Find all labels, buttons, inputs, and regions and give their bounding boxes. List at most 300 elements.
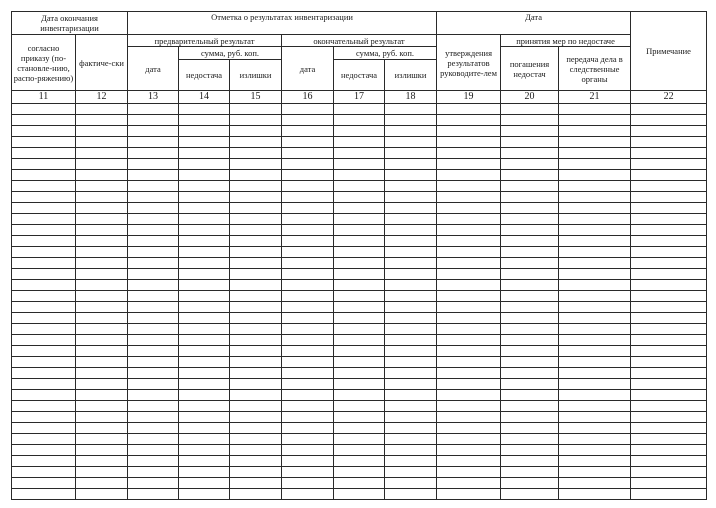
blank-cell[interactable] — [385, 181, 437, 192]
blank-cell[interactable] — [559, 467, 631, 478]
blank-cell[interactable] — [501, 148, 559, 159]
blank-cell[interactable] — [282, 170, 334, 181]
blank-cell[interactable] — [128, 269, 179, 280]
blank-cell[interactable] — [631, 456, 707, 467]
blank-cell[interactable] — [230, 236, 282, 247]
blank-cell[interactable] — [334, 489, 385, 500]
blank-cell[interactable] — [230, 313, 282, 324]
blank-cell[interactable] — [559, 126, 631, 137]
blank-cell[interactable] — [334, 269, 385, 280]
blank-cell[interactable] — [282, 434, 334, 445]
blank-cell[interactable] — [559, 401, 631, 412]
blank-cell[interactable] — [179, 478, 230, 489]
blank-cell[interactable] — [230, 445, 282, 456]
blank-cell[interactable] — [282, 324, 334, 335]
blank-cell[interactable] — [12, 456, 76, 467]
blank-cell[interactable] — [12, 137, 76, 148]
blank-cell[interactable] — [230, 335, 282, 346]
blank-cell[interactable] — [128, 137, 179, 148]
blank-cell[interactable] — [334, 159, 385, 170]
blank-cell[interactable] — [559, 423, 631, 434]
blank-cell[interactable] — [385, 203, 437, 214]
blank-cell[interactable] — [437, 236, 501, 247]
blank-cell[interactable] — [501, 104, 559, 115]
blank-cell[interactable] — [12, 390, 76, 401]
blank-cell[interactable] — [501, 181, 559, 192]
blank-cell[interactable] — [385, 170, 437, 181]
blank-cell[interactable] — [179, 159, 230, 170]
blank-cell[interactable] — [437, 247, 501, 258]
blank-cell[interactable] — [559, 489, 631, 500]
blank-cell[interactable] — [282, 489, 334, 500]
blank-cell[interactable] — [559, 456, 631, 467]
blank-cell[interactable] — [179, 390, 230, 401]
blank-cell[interactable] — [334, 203, 385, 214]
blank-cell[interactable] — [334, 357, 385, 368]
blank-cell[interactable] — [76, 203, 128, 214]
blank-cell[interactable] — [501, 357, 559, 368]
blank-cell[interactable] — [76, 181, 128, 192]
blank-cell[interactable] — [334, 313, 385, 324]
blank-cell[interactable] — [385, 291, 437, 302]
blank-cell[interactable] — [559, 357, 631, 368]
blank-cell[interactable] — [282, 148, 334, 159]
blank-cell[interactable] — [12, 115, 76, 126]
blank-cell[interactable] — [230, 478, 282, 489]
blank-cell[interactable] — [76, 291, 128, 302]
blank-cell[interactable] — [76, 478, 128, 489]
blank-cell[interactable] — [12, 401, 76, 412]
blank-cell[interactable] — [559, 313, 631, 324]
blank-cell[interactable] — [501, 159, 559, 170]
blank-cell[interactable] — [282, 258, 334, 269]
blank-cell[interactable] — [501, 203, 559, 214]
blank-cell[interactable] — [559, 104, 631, 115]
blank-cell[interactable] — [230, 368, 282, 379]
blank-cell[interactable] — [282, 467, 334, 478]
blank-cell[interactable] — [334, 324, 385, 335]
blank-cell[interactable] — [501, 412, 559, 423]
blank-cell[interactable] — [385, 302, 437, 313]
blank-cell[interactable] — [179, 434, 230, 445]
blank-cell[interactable] — [437, 401, 501, 412]
blank-cell[interactable] — [12, 489, 76, 500]
blank-cell[interactable] — [385, 214, 437, 225]
blank-cell[interactable] — [128, 445, 179, 456]
blank-cell[interactable] — [385, 357, 437, 368]
blank-cell[interactable] — [385, 247, 437, 258]
blank-cell[interactable] — [12, 148, 76, 159]
blank-cell[interactable] — [179, 291, 230, 302]
blank-cell[interactable] — [128, 357, 179, 368]
blank-cell[interactable] — [385, 467, 437, 478]
blank-cell[interactable] — [437, 115, 501, 126]
blank-cell[interactable] — [437, 148, 501, 159]
blank-cell[interactable] — [631, 181, 707, 192]
blank-cell[interactable] — [230, 203, 282, 214]
blank-cell[interactable] — [12, 236, 76, 247]
blank-cell[interactable] — [559, 412, 631, 423]
blank-cell[interactable] — [334, 379, 385, 390]
blank-cell[interactable] — [282, 478, 334, 489]
blank-cell[interactable] — [76, 159, 128, 170]
blank-cell[interactable] — [631, 104, 707, 115]
blank-cell[interactable] — [179, 401, 230, 412]
blank-cell[interactable] — [631, 214, 707, 225]
blank-cell[interactable] — [12, 181, 76, 192]
blank-cell[interactable] — [501, 368, 559, 379]
blank-cell[interactable] — [437, 313, 501, 324]
blank-cell[interactable] — [12, 357, 76, 368]
blank-cell[interactable] — [230, 346, 282, 357]
blank-cell[interactable] — [179, 214, 230, 225]
blank-cell[interactable] — [282, 181, 334, 192]
blank-cell[interactable] — [631, 302, 707, 313]
blank-cell[interactable] — [230, 357, 282, 368]
blank-cell[interactable] — [282, 335, 334, 346]
blank-cell[interactable] — [334, 236, 385, 247]
blank-cell[interactable] — [559, 203, 631, 214]
blank-cell[interactable] — [334, 401, 385, 412]
blank-cell[interactable] — [128, 291, 179, 302]
blank-cell[interactable] — [334, 181, 385, 192]
blank-cell[interactable] — [230, 423, 282, 434]
blank-cell[interactable] — [12, 126, 76, 137]
blank-cell[interactable] — [128, 335, 179, 346]
blank-cell[interactable] — [437, 126, 501, 137]
blank-cell[interactable] — [76, 104, 128, 115]
blank-cell[interactable] — [128, 247, 179, 258]
blank-cell[interactable] — [501, 423, 559, 434]
blank-cell[interactable] — [76, 456, 128, 467]
blank-cell[interactable] — [76, 247, 128, 258]
blank-cell[interactable] — [501, 126, 559, 137]
blank-cell[interactable] — [559, 302, 631, 313]
blank-cell[interactable] — [334, 291, 385, 302]
blank-cell[interactable] — [230, 181, 282, 192]
blank-cell[interactable] — [128, 478, 179, 489]
blank-cell[interactable] — [385, 280, 437, 291]
blank-cell[interactable] — [559, 434, 631, 445]
blank-cell[interactable] — [128, 159, 179, 170]
blank-cell[interactable] — [128, 423, 179, 434]
blank-cell[interactable] — [501, 258, 559, 269]
blank-cell[interactable] — [631, 313, 707, 324]
blank-cell[interactable] — [559, 291, 631, 302]
blank-cell[interactable] — [76, 126, 128, 137]
blank-cell[interactable] — [179, 280, 230, 291]
blank-cell[interactable] — [334, 137, 385, 148]
blank-cell[interactable] — [128, 203, 179, 214]
blank-cell[interactable] — [76, 313, 128, 324]
blank-cell[interactable] — [334, 214, 385, 225]
blank-cell[interactable] — [76, 170, 128, 181]
blank-cell[interactable] — [559, 137, 631, 148]
blank-cell[interactable] — [501, 467, 559, 478]
blank-cell[interactable] — [12, 313, 76, 324]
blank-cell[interactable] — [631, 126, 707, 137]
blank-cell[interactable] — [559, 445, 631, 456]
blank-cell[interactable] — [385, 423, 437, 434]
blank-cell[interactable] — [501, 247, 559, 258]
blank-cell[interactable] — [12, 467, 76, 478]
blank-cell[interactable] — [282, 214, 334, 225]
blank-cell[interactable] — [631, 434, 707, 445]
blank-cell[interactable] — [631, 269, 707, 280]
blank-cell[interactable] — [282, 313, 334, 324]
blank-cell[interactable] — [501, 390, 559, 401]
blank-cell[interactable] — [12, 302, 76, 313]
blank-cell[interactable] — [179, 170, 230, 181]
blank-cell[interactable] — [385, 346, 437, 357]
blank-cell[interactable] — [559, 115, 631, 126]
blank-cell[interactable] — [631, 379, 707, 390]
blank-cell[interactable] — [179, 269, 230, 280]
blank-cell[interactable] — [128, 324, 179, 335]
blank-cell[interactable] — [385, 489, 437, 500]
blank-cell[interactable] — [128, 313, 179, 324]
blank-cell[interactable] — [76, 302, 128, 313]
blank-cell[interactable] — [559, 192, 631, 203]
blank-cell[interactable] — [179, 247, 230, 258]
blank-cell[interactable] — [230, 390, 282, 401]
blank-cell[interactable] — [282, 368, 334, 379]
blank-cell[interactable] — [128, 390, 179, 401]
blank-cell[interactable] — [76, 280, 128, 291]
blank-cell[interactable] — [631, 467, 707, 478]
blank-cell[interactable] — [559, 214, 631, 225]
blank-cell[interactable] — [230, 456, 282, 467]
blank-cell[interactable] — [179, 335, 230, 346]
blank-cell[interactable] — [334, 247, 385, 258]
blank-cell[interactable] — [128, 467, 179, 478]
blank-cell[interactable] — [179, 137, 230, 148]
blank-cell[interactable] — [385, 192, 437, 203]
blank-cell[interactable] — [128, 489, 179, 500]
blank-cell[interactable] — [12, 346, 76, 357]
blank-cell[interactable] — [334, 258, 385, 269]
blank-cell[interactable] — [437, 280, 501, 291]
blank-cell[interactable] — [128, 280, 179, 291]
blank-cell[interactable] — [385, 412, 437, 423]
blank-cell[interactable] — [631, 225, 707, 236]
blank-cell[interactable] — [501, 335, 559, 346]
blank-cell[interactable] — [230, 280, 282, 291]
blank-cell[interactable] — [179, 423, 230, 434]
blank-cell[interactable] — [282, 357, 334, 368]
blank-cell[interactable] — [230, 104, 282, 115]
blank-cell[interactable] — [282, 401, 334, 412]
blank-cell[interactable] — [437, 445, 501, 456]
blank-cell[interactable] — [559, 324, 631, 335]
blank-cell[interactable] — [385, 335, 437, 346]
blank-cell[interactable] — [230, 412, 282, 423]
blank-cell[interactable] — [631, 368, 707, 379]
blank-cell[interactable] — [179, 148, 230, 159]
blank-cell[interactable] — [179, 313, 230, 324]
blank-cell[interactable] — [437, 291, 501, 302]
blank-cell[interactable] — [437, 467, 501, 478]
blank-cell[interactable] — [282, 225, 334, 236]
blank-cell[interactable] — [282, 291, 334, 302]
blank-cell[interactable] — [179, 357, 230, 368]
blank-cell[interactable] — [334, 390, 385, 401]
blank-cell[interactable] — [334, 423, 385, 434]
blank-cell[interactable] — [501, 445, 559, 456]
blank-cell[interactable] — [76, 434, 128, 445]
blank-cell[interactable] — [128, 115, 179, 126]
blank-cell[interactable] — [437, 368, 501, 379]
blank-cell[interactable] — [76, 379, 128, 390]
blank-cell[interactable] — [76, 324, 128, 335]
blank-cell[interactable] — [437, 412, 501, 423]
blank-cell[interactable] — [128, 412, 179, 423]
blank-cell[interactable] — [179, 368, 230, 379]
blank-cell[interactable] — [282, 302, 334, 313]
blank-cell[interactable] — [631, 412, 707, 423]
blank-cell[interactable] — [12, 203, 76, 214]
blank-cell[interactable] — [282, 390, 334, 401]
blank-cell[interactable] — [230, 302, 282, 313]
blank-cell[interactable] — [631, 203, 707, 214]
blank-cell[interactable] — [631, 170, 707, 181]
blank-cell[interactable] — [631, 346, 707, 357]
blank-cell[interactable] — [12, 423, 76, 434]
blank-cell[interactable] — [501, 137, 559, 148]
blank-cell[interactable] — [437, 170, 501, 181]
blank-cell[interactable] — [437, 390, 501, 401]
blank-cell[interactable] — [559, 236, 631, 247]
blank-cell[interactable] — [385, 313, 437, 324]
blank-cell[interactable] — [501, 302, 559, 313]
blank-cell[interactable] — [631, 489, 707, 500]
blank-cell[interactable] — [12, 225, 76, 236]
blank-cell[interactable] — [631, 401, 707, 412]
blank-cell[interactable] — [501, 170, 559, 181]
blank-cell[interactable] — [12, 291, 76, 302]
blank-cell[interactable] — [334, 445, 385, 456]
blank-cell[interactable] — [282, 423, 334, 434]
blank-cell[interactable] — [128, 456, 179, 467]
blank-cell[interactable] — [501, 115, 559, 126]
blank-cell[interactable] — [282, 445, 334, 456]
blank-cell[interactable] — [334, 148, 385, 159]
blank-cell[interactable] — [230, 214, 282, 225]
blank-cell[interactable] — [76, 137, 128, 148]
blank-cell[interactable] — [12, 214, 76, 225]
blank-cell[interactable] — [282, 137, 334, 148]
blank-cell[interactable] — [230, 247, 282, 258]
blank-cell[interactable] — [334, 192, 385, 203]
blank-cell[interactable] — [230, 258, 282, 269]
blank-cell[interactable] — [631, 115, 707, 126]
blank-cell[interactable] — [282, 269, 334, 280]
blank-cell[interactable] — [385, 115, 437, 126]
blank-cell[interactable] — [437, 346, 501, 357]
blank-cell[interactable] — [128, 225, 179, 236]
blank-cell[interactable] — [334, 115, 385, 126]
blank-cell[interactable] — [631, 324, 707, 335]
blank-cell[interactable] — [631, 247, 707, 258]
blank-cell[interactable] — [76, 335, 128, 346]
blank-cell[interactable] — [282, 456, 334, 467]
blank-cell[interactable] — [230, 489, 282, 500]
blank-cell[interactable] — [282, 104, 334, 115]
blank-cell[interactable] — [631, 478, 707, 489]
blank-cell[interactable] — [501, 324, 559, 335]
blank-cell[interactable] — [282, 159, 334, 170]
blank-cell[interactable] — [631, 192, 707, 203]
blank-cell[interactable] — [230, 324, 282, 335]
blank-cell[interactable] — [631, 423, 707, 434]
blank-cell[interactable] — [385, 236, 437, 247]
blank-cell[interactable] — [12, 412, 76, 423]
blank-cell[interactable] — [128, 236, 179, 247]
blank-cell[interactable] — [12, 170, 76, 181]
blank-cell[interactable] — [437, 258, 501, 269]
blank-cell[interactable] — [385, 104, 437, 115]
blank-cell[interactable] — [501, 280, 559, 291]
blank-cell[interactable] — [437, 302, 501, 313]
blank-cell[interactable] — [76, 192, 128, 203]
blank-cell[interactable] — [179, 258, 230, 269]
blank-cell[interactable] — [179, 445, 230, 456]
blank-cell[interactable] — [179, 104, 230, 115]
blank-cell[interactable] — [179, 456, 230, 467]
blank-cell[interactable] — [501, 379, 559, 390]
blank-cell[interactable] — [128, 368, 179, 379]
blank-cell[interactable] — [631, 390, 707, 401]
blank-cell[interactable] — [334, 225, 385, 236]
blank-cell[interactable] — [631, 291, 707, 302]
blank-cell[interactable] — [12, 434, 76, 445]
blank-cell[interactable] — [179, 302, 230, 313]
blank-cell[interactable] — [230, 137, 282, 148]
blank-cell[interactable] — [385, 401, 437, 412]
blank-cell[interactable] — [385, 137, 437, 148]
blank-cell[interactable] — [230, 434, 282, 445]
blank-cell[interactable] — [385, 225, 437, 236]
blank-cell[interactable] — [437, 214, 501, 225]
blank-cell[interactable] — [76, 225, 128, 236]
blank-cell[interactable] — [437, 357, 501, 368]
blank-cell[interactable] — [334, 126, 385, 137]
blank-cell[interactable] — [76, 346, 128, 357]
blank-cell[interactable] — [559, 390, 631, 401]
blank-cell[interactable] — [230, 291, 282, 302]
blank-cell[interactable] — [437, 434, 501, 445]
blank-cell[interactable] — [12, 159, 76, 170]
blank-cell[interactable] — [282, 192, 334, 203]
blank-cell[interactable] — [230, 148, 282, 159]
blank-cell[interactable] — [282, 203, 334, 214]
blank-cell[interactable] — [437, 423, 501, 434]
blank-cell[interactable] — [12, 324, 76, 335]
blank-cell[interactable] — [12, 335, 76, 346]
blank-cell[interactable] — [179, 467, 230, 478]
blank-cell[interactable] — [437, 137, 501, 148]
blank-cell[interactable] — [12, 269, 76, 280]
blank-cell[interactable] — [230, 401, 282, 412]
blank-cell[interactable] — [437, 456, 501, 467]
blank-cell[interactable] — [76, 445, 128, 456]
blank-cell[interactable] — [76, 357, 128, 368]
blank-cell[interactable] — [501, 434, 559, 445]
blank-cell[interactable] — [76, 258, 128, 269]
blank-cell[interactable] — [385, 126, 437, 137]
blank-cell[interactable] — [334, 280, 385, 291]
blank-cell[interactable] — [631, 159, 707, 170]
